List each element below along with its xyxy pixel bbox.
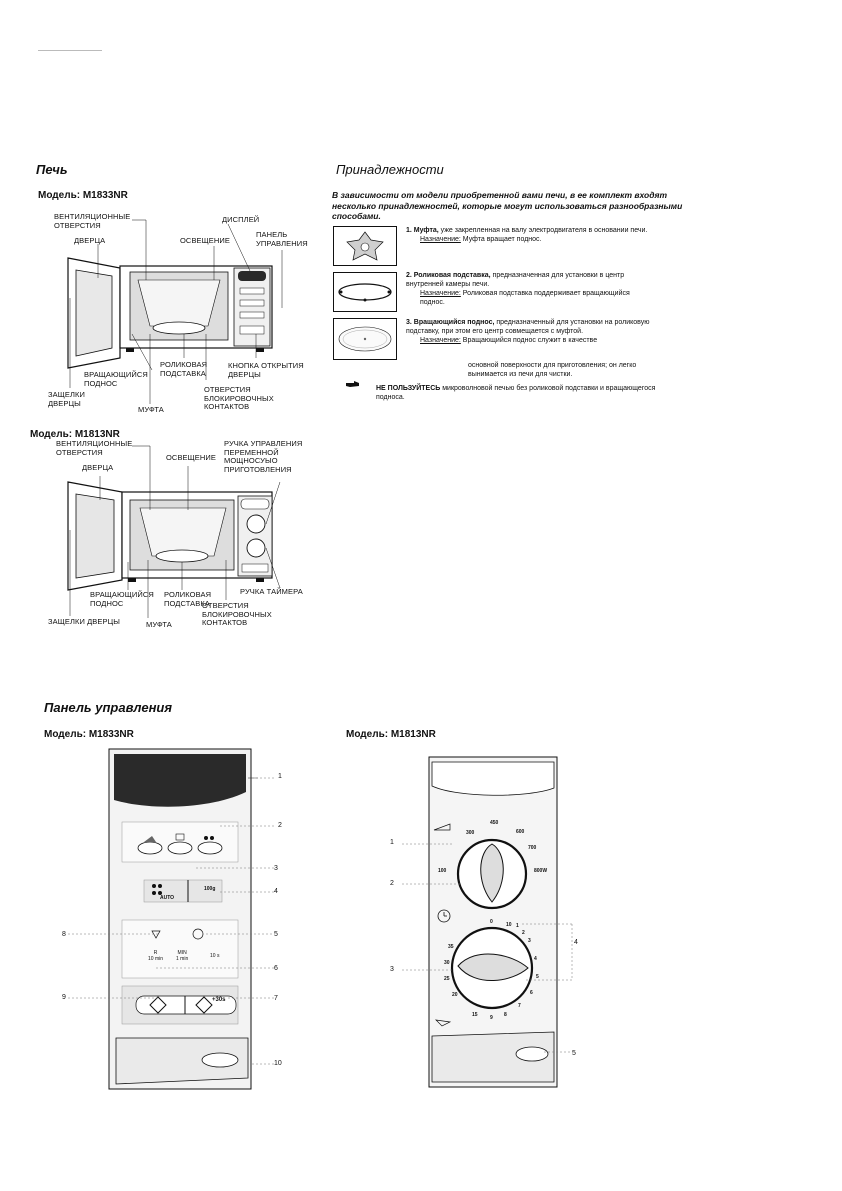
- oven2-label-interlock: ОТВЕРСТИЯ БЛОКИРОВОЧНЫХ КОНТАКТОВ: [202, 601, 272, 627]
- oven2-label-door: ДВЕРЦА: [82, 463, 114, 472]
- panel2-timer-tick-5: 5: [536, 974, 539, 980]
- warning-text: [376, 384, 666, 402]
- accessory-3-purpose: Вращающийся поднос служит в качестве: [460, 337, 598, 344]
- panel1-callout-3: 3: [274, 865, 278, 872]
- oven1-label-light: ОСВЕЩЕНИЕ: [180, 236, 230, 245]
- panel2-timer-tick-35: 35: [448, 944, 454, 950]
- accessory-3-purpose-cont: основной поверхности для приготовления; он легко вынимается из печи для чистки.: [468, 362, 637, 378]
- oven2-label-coupler: МУФТА: [146, 620, 172, 629]
- panel2-callout-1: 1: [390, 839, 394, 846]
- panel1-callout-4: 4: [274, 888, 278, 895]
- oven2-label-latches: ЗАЩЕЛКИ ДВЕРЦЫ: [48, 617, 121, 626]
- panel2-power-tick-800w: 800W: [534, 868, 548, 874]
- panel2-power-tick-100: 100: [438, 868, 447, 874]
- accessory-2-purpose-label: Назначение:: [420, 290, 461, 297]
- panel1-callout-2: 2: [278, 822, 282, 829]
- accessories-intro: В зависимости от модели приобретенной вами печи, в ее комплект входят несколько принадлежностей, которые могут использоваться разнообразными способами.: [332, 190, 683, 221]
- panel1-callout-8: 8: [62, 931, 66, 938]
- panel1-callout-6: 6: [274, 965, 278, 972]
- panel2-power-tick-300: 300: [466, 830, 475, 836]
- accessory-3-desc: предназначенный для установки на роликовую подставку, при этом его центр совмещается с муфтой.: [406, 319, 650, 335]
- accessory-1-desc: уже закрепленная на валу электродвигателя в основании печи.: [438, 227, 648, 234]
- panel2-callout-5: 5: [572, 1050, 576, 1057]
- accessory-1-title: 1. Муфта,: [406, 227, 439, 234]
- panel2-power-tick-700: 700: [528, 845, 537, 851]
- panel1-callout-lines: [60, 770, 280, 1070]
- accessory-3-purpose-label: Назначение:: [420, 337, 461, 344]
- oven1-label-tray: ВРАЩАЮЩИЙСЯ ПОДНОС: [84, 370, 148, 388]
- oven1-label-door-button: КНОПКА ОТКРЫТИЯ ДВЕРЦЫ: [228, 361, 304, 379]
- panel1-callout-1: 1: [278, 773, 282, 780]
- panel1-callout-5: 5: [274, 931, 278, 938]
- panel1-grams-label: 100g: [204, 886, 216, 892]
- panel2-timer-tick-30: 30: [444, 960, 450, 966]
- panel2-timer-tick-1: 1: [516, 923, 519, 929]
- oven2-label-timer: РУЧКА ТАЙМЕРА: [240, 587, 303, 596]
- coupler-image: [333, 226, 397, 266]
- oven1-model: Модель: M1833NR: [38, 190, 128, 201]
- panel2-timer-tick-7: 7: [518, 1003, 521, 1009]
- oven2-label-tray: ВРАЩАЮЩИЙСЯ ПОДНОС: [90, 590, 154, 608]
- panel1-callout-10: 10: [274, 1060, 282, 1067]
- warning-bold: НЕ ПОЛЬЗУЙТЕСЬ: [376, 385, 441, 392]
- panel2-callout-3: 3: [390, 966, 394, 973]
- panel1-auto-label: AUTO: [160, 895, 175, 901]
- accessory-1: [406, 226, 656, 244]
- panel2-callout-lines: [398, 840, 578, 1060]
- pointing-hand-icon: [346, 380, 360, 388]
- accessory-2-title: 2. Роликовая подставка,: [406, 272, 491, 279]
- panel1-model: Модель: M1833NR: [44, 729, 134, 740]
- panel2-timer-tick-6: 6: [530, 990, 533, 996]
- panel1-callout-7: 7: [274, 995, 278, 1002]
- accessory-1-purpose-label: Назначение:: [420, 236, 461, 243]
- panel2-power-tick-600: 600: [516, 829, 525, 835]
- panel2-timer-tick-4: 4: [534, 956, 537, 962]
- panel2-callout-2: 2: [390, 880, 394, 887]
- panel2-timer-tick-10: 10: [506, 922, 512, 928]
- panel2-timer-tick-3: 3: [528, 938, 531, 944]
- turntable-image: [333, 318, 397, 360]
- accessory-2: [406, 271, 656, 307]
- section-title-panel: Панель управления: [44, 700, 173, 715]
- panel2-timer-tick-20: 20: [452, 992, 458, 998]
- oven1-label-interlock: ОТВЕРСТИЯ БЛОКИРОВОЧНЫХ КОНТАКТОВ: [204, 385, 274, 411]
- panel2-timer-tick-25: 25: [444, 976, 450, 982]
- oven1-label-latches: ЗАЩЕЛКИ ДВЕРЦЫ: [48, 390, 85, 408]
- panel2-timer-tick-0: 0: [490, 919, 493, 925]
- accessory-3-title: 3. Вращающийся поднос,: [406, 319, 495, 326]
- oven2-model: Модель: M1813NR: [30, 429, 120, 440]
- panel2-timer-tick-8: 8: [504, 1012, 507, 1018]
- panel1-btn-mid-label: MIN 1 min: [176, 950, 189, 962]
- oven2-label-roller: РОЛИКОВАЯ ПОДСТАВКА: [164, 590, 212, 608]
- panel1-btn-right-label: 10 s: [210, 953, 220, 959]
- accessory-1-purpose: Муфта вращает поднос.: [460, 236, 542, 243]
- oven2-label-light: ОСВЕЩЕНИЕ: [166, 453, 216, 462]
- oven2-label-vents: ВЕНТИЛЯЦИОННЫЕ ОТВЕРСТИЯ: [56, 439, 133, 457]
- warning-rest: микроволновой печью без роликовой подставки и вращающегося подноса.: [376, 385, 656, 401]
- oven1-label-vents: ВЕНТИЛЯЦИОННЫЕ ОТВЕРСТИЯ: [54, 212, 131, 230]
- panel2-timer-tick-2: 2: [522, 930, 525, 936]
- oven1-label-coupler: МУФТА: [138, 405, 164, 414]
- oven1-label-display: ДИСПЛЕЙ: [222, 215, 260, 224]
- header-mark: [38, 50, 102, 51]
- panel2-power-tick-450: 450: [490, 820, 499, 826]
- panel2-timer-tick-9: 9: [490, 1015, 493, 1021]
- section-title-oven: Печь: [36, 162, 68, 177]
- oven2-label-power-knob: РУЧКА УПРАВЛЕНИЯ ПЕРЕМЕННОЙ МОЩНОСУЫО ПРИГОТОВЛЕНИЯ: [224, 439, 303, 474]
- panel2-model: Модель: M1813NR: [346, 729, 436, 740]
- accessory-2-desc: предназначенная для установки в центр внутренней камеры печи.: [406, 272, 625, 288]
- oven1-label-door: ДВЕРЦА: [74, 236, 106, 245]
- roller-ring-image: [333, 272, 397, 312]
- oven1-label-panel: ПАНЕЛЬ УПРАВЛЕНИЯ: [256, 230, 308, 248]
- panel2-callout-4: 4: [574, 939, 578, 946]
- panel1-start-label: +30s: [212, 997, 226, 1003]
- panel2-timer-tick-15: 15: [472, 1012, 478, 1018]
- section-title-accessories: Принадлежности: [336, 162, 444, 177]
- panel1-btn-left-label: R 10 min: [148, 950, 164, 962]
- accessory-3: [406, 318, 666, 345]
- panel1-callout-9: 9: [62, 994, 66, 1001]
- accessory-2-purpose: Роликовая подставка поддерживает вращающийся поднос.: [420, 290, 630, 306]
- oven1-label-roller: РОЛИКОВАЯ ПОДСТАВКА: [160, 360, 208, 378]
